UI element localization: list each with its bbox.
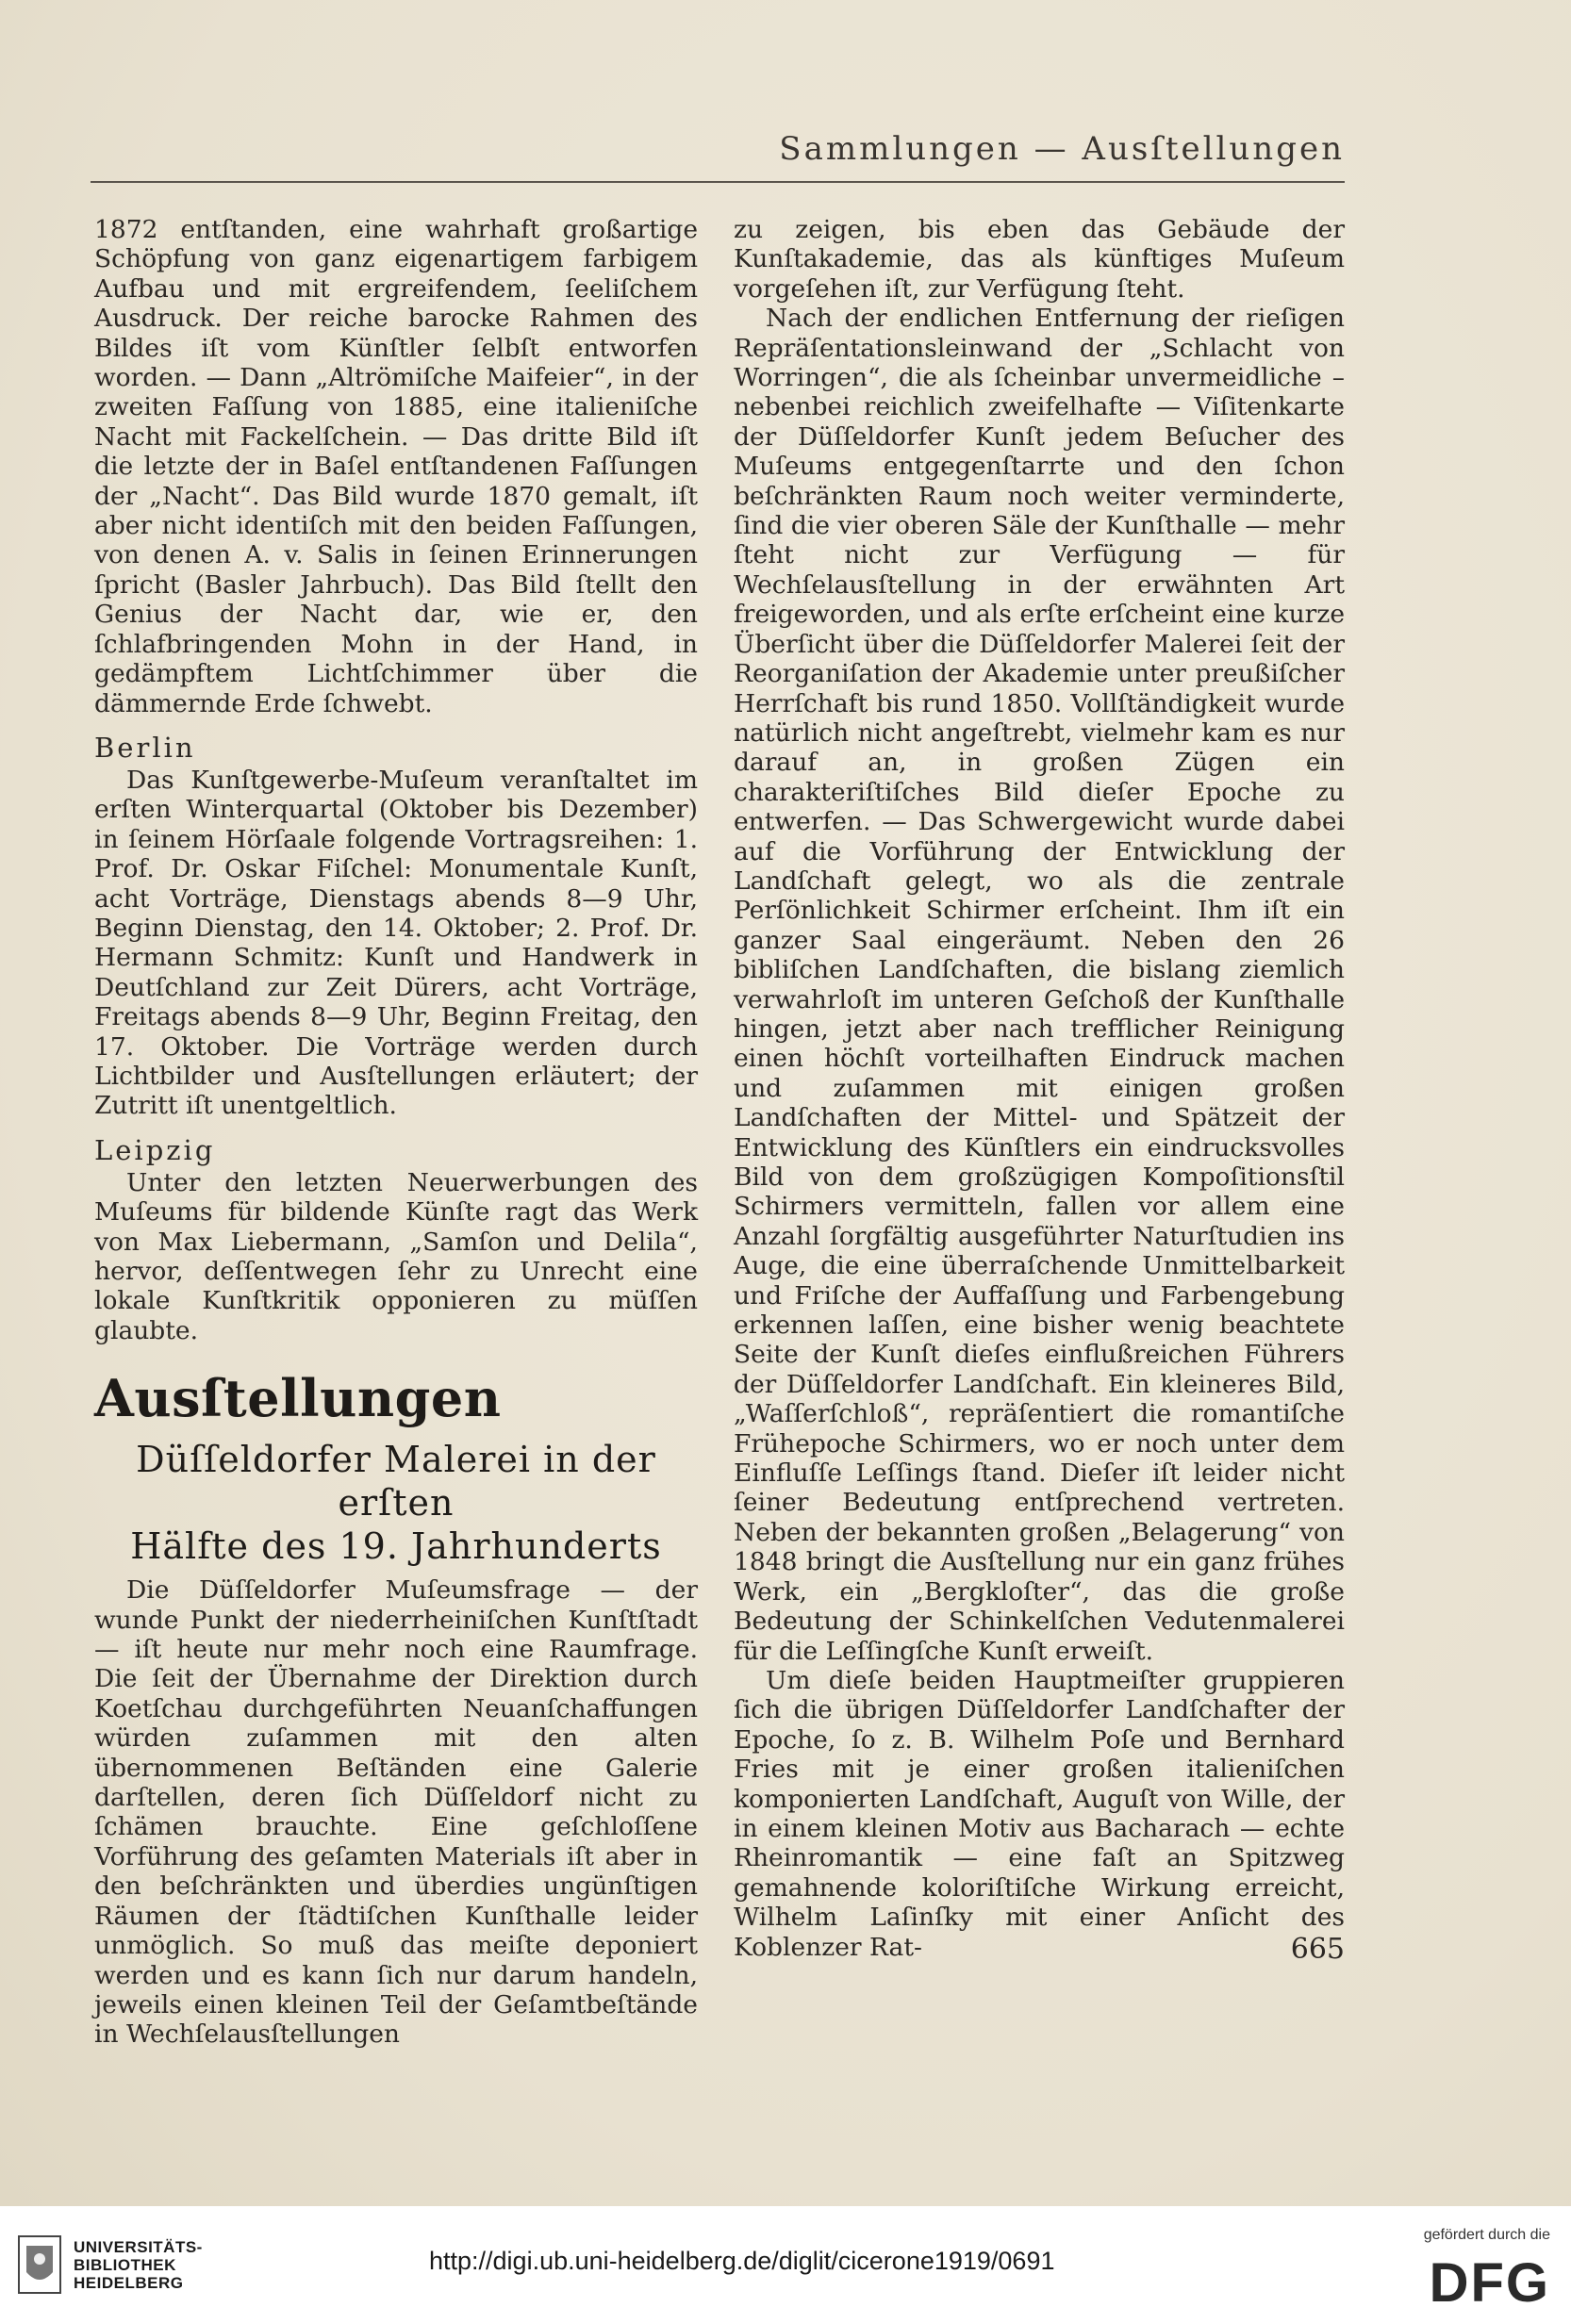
paragraph-intro: 1872 entſtanden, eine wahrhaft großartige Schöpfung von ganz eigenartigem farbigem Aufbau und mit ergreifendem, ſeeliſchem Ausdruck. Der reiche barocke Rahmen des Bildes iſt vom Künſtler ſelbſt entworfen worden. — Dann „Altrömiſche Maifeier“, in der zweiten Faſſung von 1885, eine italieniſche Nacht mit Fackelſchein. — Das dritte Bild iſt die letzte der in Baſel entſtandenen Faſſungen der „Nacht“. Das Bild wurde 1870 gemalt, iſt aber nicht identiſch mit den beiden Faſſungen, von denen A. v. Salis in ſeinen Erinnerungen ſpricht (Basler Jahrbuch). Das Bild ſtellt den Genius der Nacht dar, wie er, den ſchlafbringenden Mohn in der Hand, in gedämpftem Lichtſchimmer über die dämmernde Erde ſchwebt. <box>94 215 698 718</box>
paragraph-landscapers: Um dieſe beiden Hauptmeiſter gruppieren ſich die übrigen Düſſeldorfer Landſchafter der Epoche, ſo z. B. Wilhelm Poſe und Bernhard Fries mit je einer großen italieniſchen komponierten Landſchaft, Auguſt von Wille, der in einem kleinen Motiv aus Bacharach — echte Rheinromantik — eine faſt an Spitzweg gemahnende koloriſtiſche Wirkung erreicht, Wilhelm Laſinſky mit einer Anſicht des Koblenzer Rat- <box>734 1665 1345 1962</box>
page-number: 665 <box>1290 1933 1345 1966</box>
city-heading-berlin: Berlin <box>94 731 196 764</box>
header-rule <box>91 181 1345 183</box>
dfg-logo: DFG <box>1429 2252 1550 2314</box>
running-head: Sammlungen — Ausſtellungen <box>779 130 1345 168</box>
university-seal-icon <box>17 2234 62 2295</box>
article-title-line-2: Hälfte des 19. Jahrhunderts <box>130 1525 662 1568</box>
paragraph-berlin: Das Kunſtgewerbe-Muſeum veranſtaltet im erſten Winterquartal (Oktober bis Dezember) in ſeinem Hörſaale folgende Vortragsreihen: 1. Prof. Dr. Oskar Fiſchel: Monumentale Kunſt, acht Vorträge, Dienstags abends 8—9 Uhr, Beginn Dienstag, den 14. Oktober; 2. Prof. Dr. Hermann Schmitz: Kunſt und Handwerk in Deutſchland zur Zeit Dürers, acht Vorträge, Freitags abends 8—9 Uhr, Beginn Freitag, den 17. Oktober. Die Vorträge werden durch Lichtbilder und Ausſtellungen erläutert; der Zutritt iſt unentgeltlich. <box>94 765 698 1121</box>
sponsor-caption: gefördert durch die <box>1423 2227 1550 2243</box>
right-column <box>734 215 1345 1962</box>
source-url-link[interactable]: http://digi.ub.uni-heidelberg.de/diglit/cicerone1919/0691 <box>429 2247 1055 2275</box>
left-column <box>94 215 698 2050</box>
paragraph-leipzig: Unter den letzten Neuerwerbungen des Muſeums für bildende Künſte ragt das Werk von Max Liebermann, „Samſon und Delila“, hervor, deſſentwegen ſehr zu Unrecht eine lokale Kunſtkritik opponieren zu müſſen glaubte. <box>94 1167 698 1345</box>
paragraph-exhibition: Nach der endlichen Entfernung der rieſigen Repräſentationsleinwand der „Schlacht von Worringen“, die als ſcheinbar unvermeidliche – nebenbei reichlich zweifelhafte — Viſitenkarte der Düſſeldorfer Kunſt jedem Beſucher des Muſeums entgegenſtarrte und den ſchon beſchränkten Raum noch weiter verminderte, ſind die vier oberen Säle der Kunſthalle — mehr ſteht nicht zur Verfügung — für Wechſelausſtellung in der erwähnten Art freigeworden, und als erſte erſcheint eine kurze Überſicht über die Düſſeldorfer Malerei ſeit der Reorganiſation der Akademie unter preußiſcher Herrſchaft bis rund 1850. Vollſtändigkeit wurde natürlich nicht angeſtrebt, vielmehr kam es nur darauf an, in großen Zügen ein charakteriſtiſches Bild dieſer Epoche zu entwerfen. — Das Schwergewicht wurde dabei auf die Vorführung der Entwicklung der Landſchaft gelegt, wo als die zentrale Perſönlichkeit Schirmer erſcheint. Ihm iſt ein ganzer Saal eingeräumt. Neben den 26 bibliſchen Landſchaften, die bislang ziemlich verwahrloſt im unteren Geſchoß der Kunſthalle hingen, jetzt aber nach trefflicher Reinigung einen höchſt vorteilhaften Eindruck machen und zuſammen mit einigen großen Landſchaften der Mittel- und Spätzeit der Entwicklung des Künſtlers ein eindrucksvolles Bild von dem großzügigen Kompoſitionsſtil Schirmers vermitteln, fallen vor allem eine Anzahl ſorgfältig ausgeführter Naturſtudien ins Auge, die eine überraſchende Unmittelbarkeit und Friſche der Auffaſſung und Farbengebung erkennen laſſen, eine bisher wenig beachtete Seite der Kunſt dieſes einflußreichen Führers der Düſſeldorfer Landſchaft. Ein kleineres Bild, „Waſſerſchloß“, repräſentiert die romantiſche Frühepoche Schirmers, wo er noch unter dem Einfluſſe Leſſings ſtand. Dieſer iſt leider nicht ſeiner Bedeutung entſprechend vertreten. Neben der bekannten großen „Belagerung“ von 1848 bringt die Ausſtellung nur ein ganz frühes Werk, ein „Bergkloſter“, das die große Bedeutung der Schinkelſchen Vedutenmalerei für die Leſſingſche Kunſt erweiſt. <box>734 304 1345 1666</box>
university-name: UNIVERSITÄTS- BIBLIOTHEK HEIDELBERG <box>74 2238 203 2292</box>
footer-bar <box>0 2206 1571 2324</box>
paragraph-continued: zu zeigen, bis eben das Gebäude der Kunſtakademie, das als künftiges Muſeum vorgeſehen iſt, zur Verfügung ſteht. <box>734 215 1345 304</box>
article-title-line-1: Düſſeldorfer Malerei in der erſten <box>136 1439 656 1525</box>
section-title: Ausſtellungen <box>94 1368 502 1429</box>
city-heading-leipzig: Leipzig <box>94 1133 216 1166</box>
article-title <box>94 1438 698 1568</box>
paragraph-article: Die Düſſeldorfer Muſeumsfrage — der wunde Punkt der niederrheiniſchen Kunſtſtadt — iſt heute nur mehr noch eine Raumfrage. Die ſeit der Übernahme der Direktion durch Koetſchau durchgeführten Neuanſchaffungen würden zuſammen mit den alten übernommenen Beſtänden eine Galerie darſtellen, deren ſich Düſſeldorf nicht zu ſchämen brauchte. Eine geſchloſſene Vorführung des geſamten Materials iſt aber in den beſchränkten und überdies ungünſtigen Räumen der ſtädtiſchen Kunſthalle leider unmöglich. So muß das meiſte deponiert werden und es kann ſich nur darum handeln, jeweils einen kleinen Teil der Geſamtbeſtände in Wechſelausſtellungen <box>94 1575 698 2050</box>
